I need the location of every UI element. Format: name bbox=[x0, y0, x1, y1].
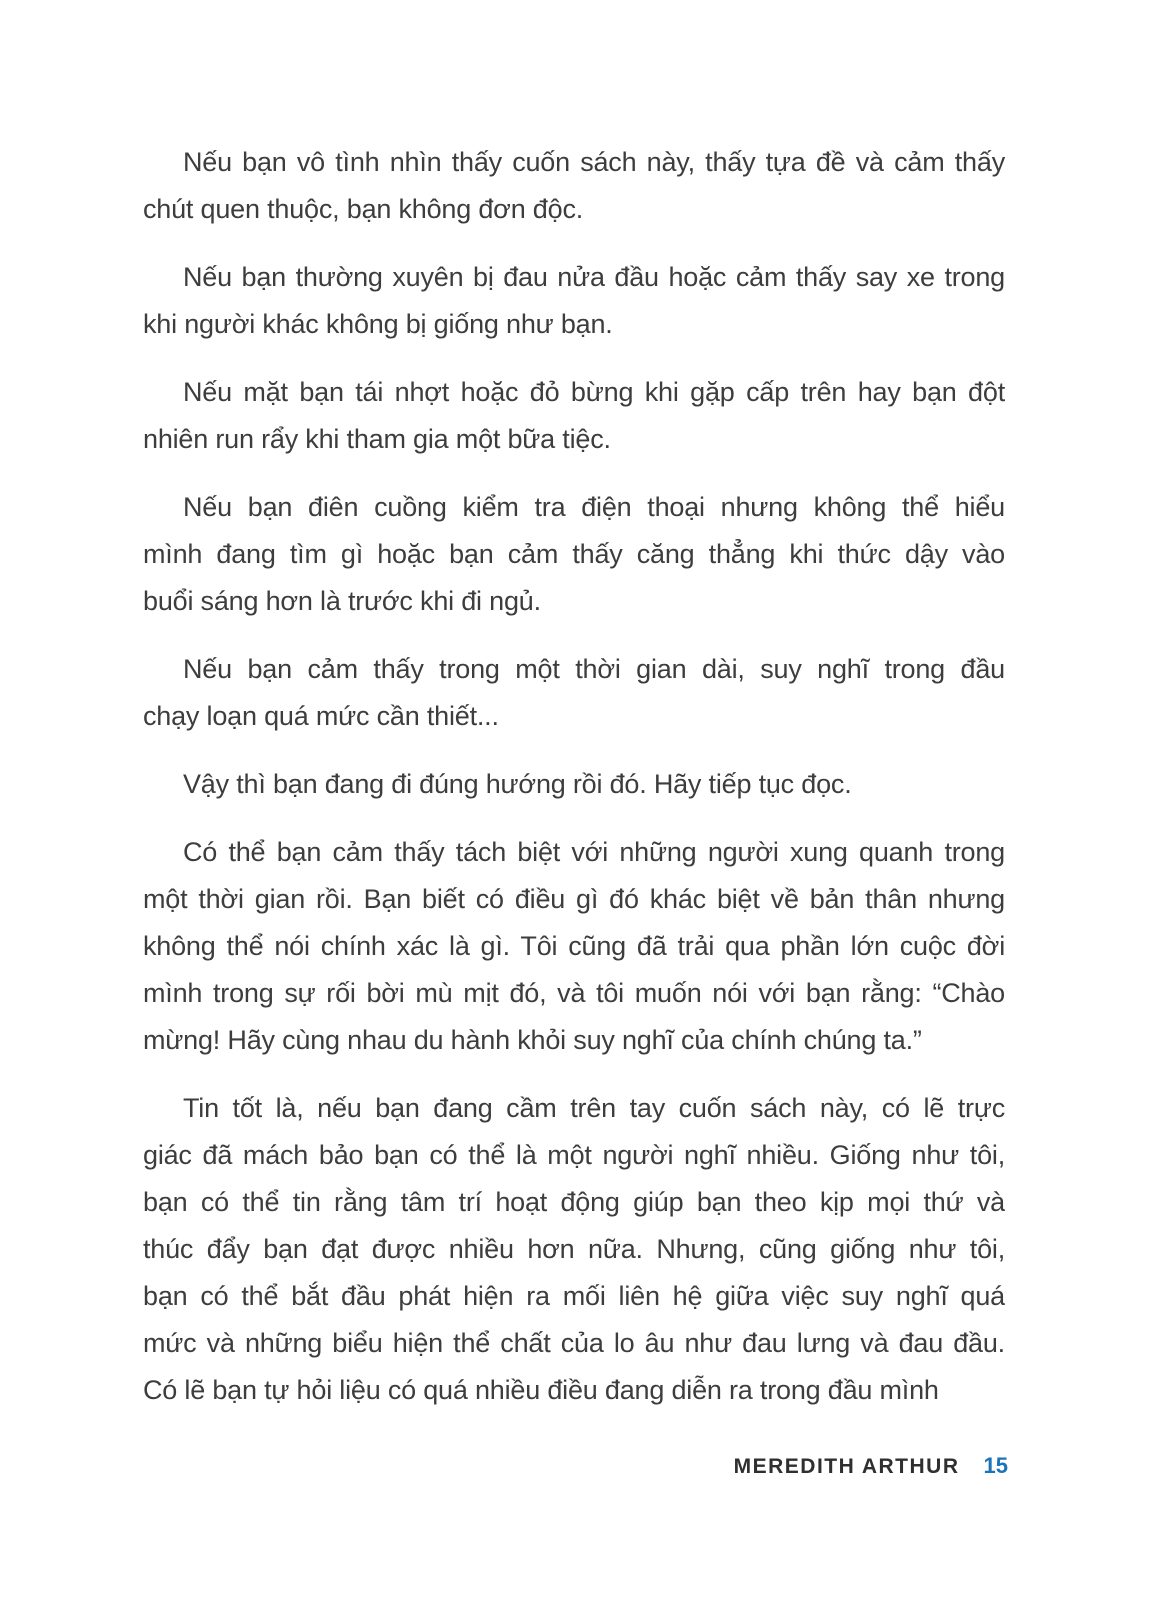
text-line: Nếu bạn thường xuyên bị đau nửa đầu hoặc cảm thấy say xe trong bbox=[183, 262, 1005, 292]
paragraph bbox=[143, 139, 1005, 233]
text-line: khi người khác không bị giống như bạn. bbox=[143, 309, 613, 339]
text-line: Có lẽ bạn tự hỏi liệu có quá nhiều điều đang diễn ra trong đầu mình bbox=[143, 1375, 939, 1405]
page-number: 15 bbox=[983, 1453, 1008, 1478]
text-line: mình đang tìm gì hoặc bạn cảm thấy căng thẳng khi thức dậy vào bbox=[143, 539, 1005, 569]
footer-author: MEREDITH ARTHUR bbox=[733, 1455, 960, 1478]
text-line: Nếu bạn điên cuồng kiểm tra điện thoại nhưng không thể hiểu bbox=[183, 492, 1005, 522]
text-line: thúc đẩy bạn đạt được nhiều hơn nữa. Nhưng, cũng giống như tôi, bbox=[143, 1234, 1005, 1264]
text-line: Nếu mặt bạn tái nhợt hoặc đỏ bừng khi gặp cấp trên hay bạn đột bbox=[183, 377, 1005, 407]
text-block bbox=[143, 139, 1005, 1435]
page-footer bbox=[734, 1453, 1008, 1479]
paragraph bbox=[143, 646, 1005, 740]
text-line: giác đã mách bảo bạn có thể là một người nghĩ nhiều. Giống như tôi, bbox=[143, 1140, 1005, 1170]
paragraph bbox=[143, 254, 1005, 348]
text-line: Vậy thì bạn đang đi đúng hướng rồi đó. Hãy tiếp tục đọc. bbox=[183, 769, 852, 799]
text-line: chút quen thuộc, bạn không đơn độc. bbox=[143, 194, 584, 224]
text-line: buổi sáng hơn là trước khi đi ngủ. bbox=[143, 586, 541, 616]
paragraph bbox=[143, 369, 1005, 463]
paragraph bbox=[143, 484, 1005, 625]
paragraph bbox=[143, 1085, 1005, 1414]
text-line: mức và những biểu hiện thể chất của lo âu như đau lưng và đau đầu. bbox=[143, 1328, 1005, 1358]
text-line: Nếu bạn vô tình nhìn thấy cuốn sách này, thấy tựa đề và cảm thấy bbox=[183, 147, 1005, 177]
paragraph bbox=[143, 761, 1005, 808]
text-line: không thể nói chính xác là gì. Tôi cũng đã trải qua phần lớn cuộc đời bbox=[143, 931, 1005, 961]
text-line: chạy loạn quá mức cần thiết... bbox=[143, 701, 499, 731]
text-line: một thời gian rồi. Bạn biết có điều gì đó khác biệt về bản thân nhưng bbox=[143, 884, 1005, 914]
text-line: mình trong sự rối bời mù mịt đó, và tôi muốn nói với bạn rằng: “Chào bbox=[143, 978, 1005, 1008]
text-line: mừng! Hãy cùng nhau du hành khỏi suy nghĩ của chính chúng ta.” bbox=[143, 1025, 922, 1055]
text-line: Tin tốt là, nếu bạn đang cầm trên tay cuốn sách này, có lẽ trực bbox=[183, 1093, 1005, 1123]
text-line: nhiên run rẩy khi tham gia một bữa tiệc. bbox=[143, 424, 611, 454]
paragraph bbox=[143, 829, 1005, 1064]
text-line: Có thể bạn cảm thấy tách biệt với những người xung quanh trong bbox=[183, 837, 1005, 867]
text-line: bạn có thể tin rằng tâm trí hoạt động giúp bạn theo kịp mọi thứ và bbox=[143, 1187, 1005, 1217]
text-line: bạn có thể bắt đầu phát hiện ra mối liên hệ giữa việc suy nghĩ quá bbox=[143, 1281, 1005, 1311]
text-line: Nếu bạn cảm thấy trong một thời gian dài, suy nghĩ trong đầu bbox=[183, 654, 1005, 684]
